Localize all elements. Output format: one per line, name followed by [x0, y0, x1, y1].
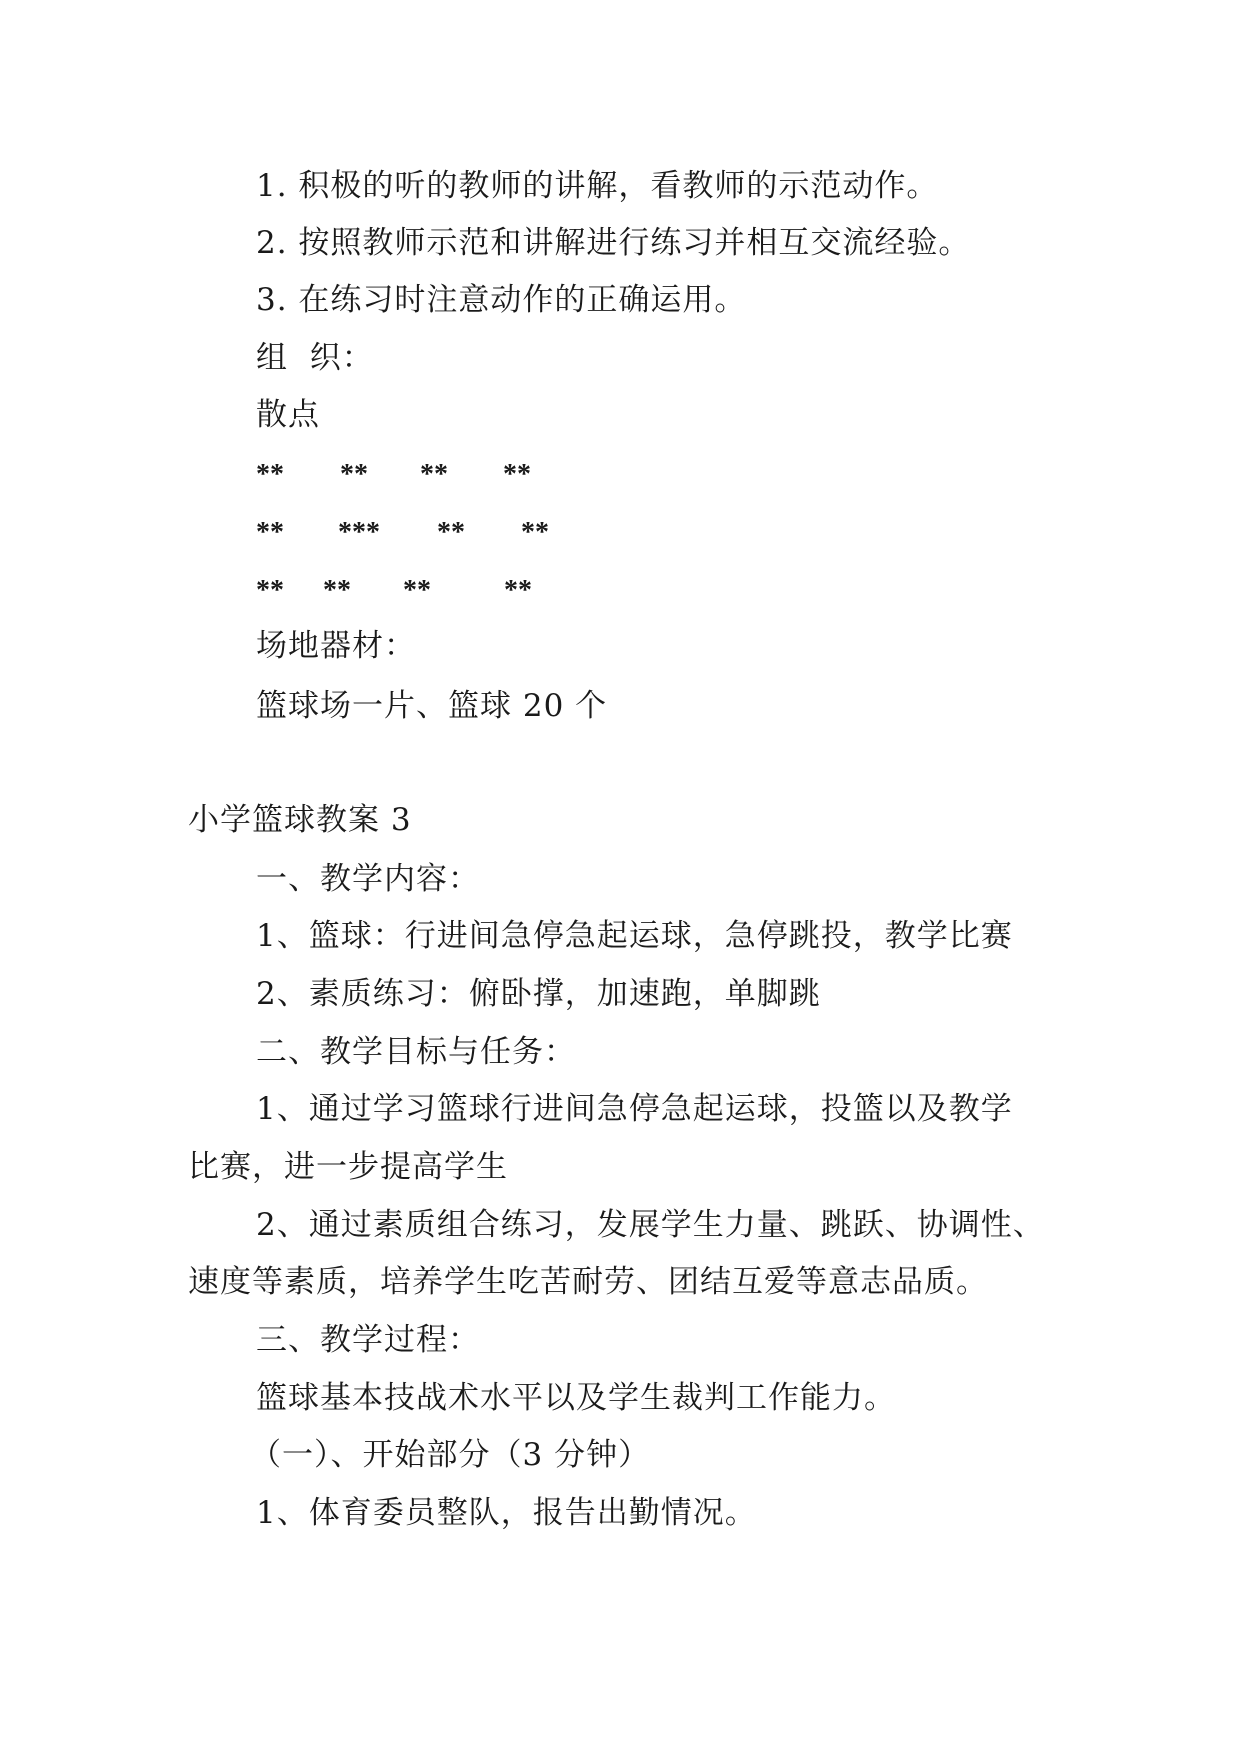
goal-1-line-1: 1、通过学习篮球行进间急停急起运球，投篮以及教学	[256, 1091, 1013, 1127]
goals-heading: 二、教学目标与任务：	[256, 1034, 576, 1070]
step-3: 3. 在练习时注意动作的正确运用。	[256, 282, 747, 318]
content-heading: 一、教学内容：	[256, 861, 480, 897]
formation-mark: **	[437, 517, 465, 548]
formation-mark: **	[503, 459, 531, 490]
content-item-2: 2、素质练习：俯卧撑，加速跑，单脚跳	[256, 976, 821, 1012]
goal-2-line-2: 速度等素质，培养学生吃苦耐劳、团结互爱等意志品质。	[188, 1264, 988, 1300]
formation-mark: **	[256, 575, 284, 606]
formation-mark: **	[420, 459, 448, 490]
section-title: 小学篮球教案 3	[188, 802, 412, 838]
equipment-text: 篮球场一片、篮球 20 个	[256, 688, 608, 724]
process-note: 篮球基本技战术水平以及学生裁判工作能力。	[256, 1380, 896, 1416]
part-1-heading: （一）、开始部分（3 分钟）	[250, 1437, 651, 1473]
organization-label: 组 织：	[256, 340, 374, 376]
step-2: 2. 按照教师示范和讲解进行练习并相互交流经验。	[256, 225, 971, 261]
formation-mark: **	[403, 575, 431, 606]
goal-1-line-2: 比赛，进一步提高学生	[188, 1149, 508, 1185]
part-1-item-1: 1、体育委员整队，报告出勤情况。	[256, 1495, 757, 1531]
equipment-label: 场地器材：	[256, 628, 416, 664]
formation-mark: **	[256, 517, 284, 548]
process-heading: 三、教学过程：	[256, 1322, 480, 1358]
formation-label: 散点	[256, 397, 320, 433]
formation-mark: **	[504, 575, 532, 606]
formation-mark: **	[256, 459, 284, 490]
formation-mark: ***	[338, 517, 380, 548]
goal-2-line-1: 2、通过素质组合练习，发展学生力量、跳跃、协调性、	[256, 1207, 1045, 1243]
step-1: 1. 积极的听的教师的讲解，看教师的示范动作。	[256, 168, 939, 204]
formation-mark: **	[521, 517, 549, 548]
formation-mark: **	[340, 459, 368, 490]
content-item-1: 1、篮球：行进间急停急起运球，急停跳投，教学比赛	[256, 918, 1013, 954]
formation-mark: **	[323, 575, 351, 606]
